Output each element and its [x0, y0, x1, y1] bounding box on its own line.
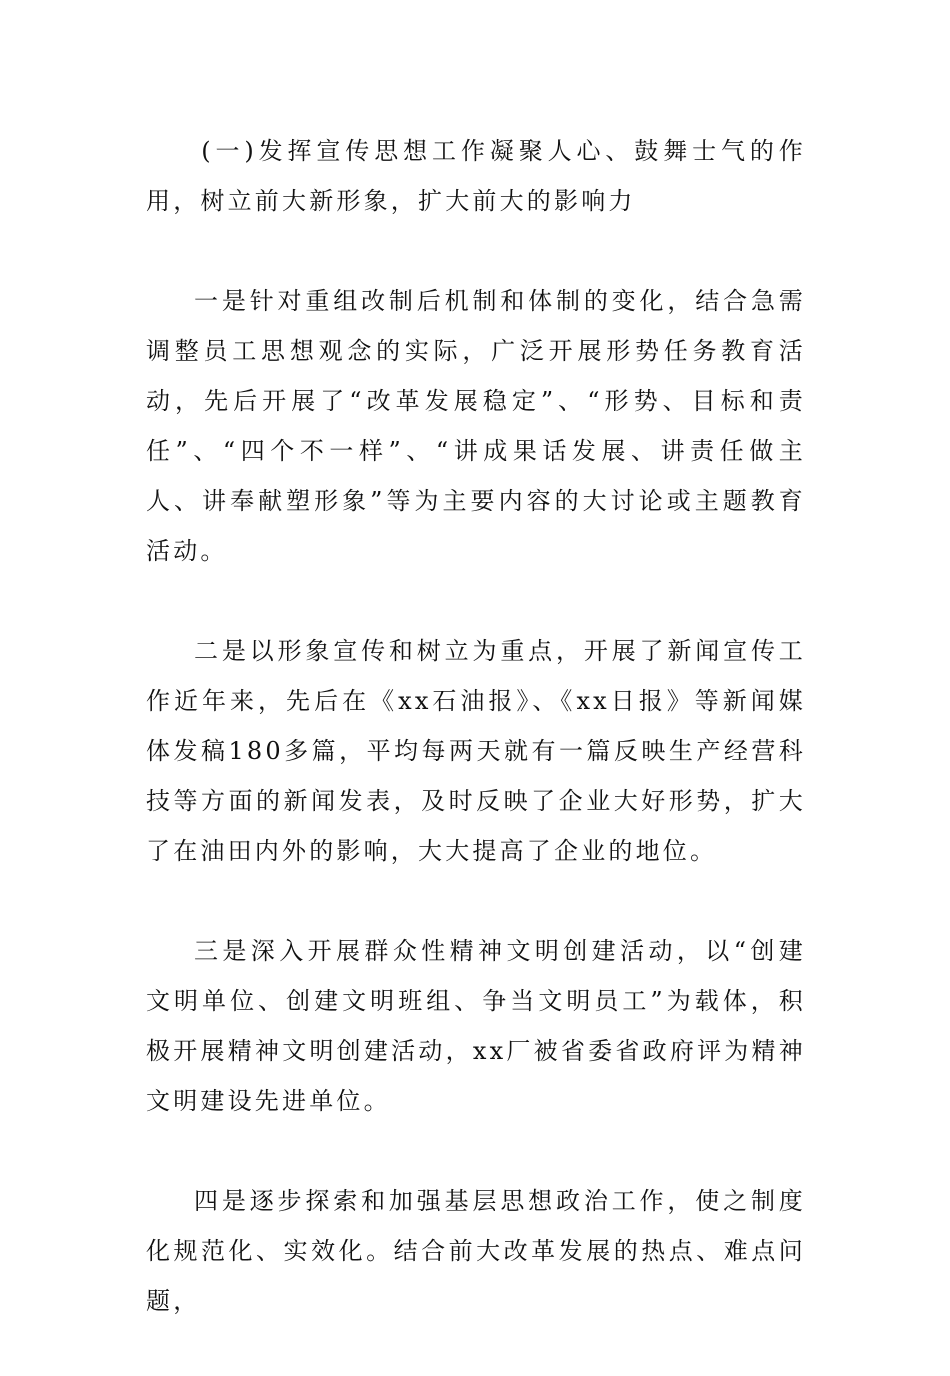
section-heading: (一)发挥宣传思想工作凝聚人心、鼓舞士气的作用，树立前大新形象，扩大前大的影响力 — [146, 137, 806, 215]
paragraph-point-two: 二是以形象宣传和树立为重点，开展了新闻宣传工作近年来，先后在《xx石油报》、《xx日报》等新闻媒体发稿180多篇，平均每两天就有一篇反映生产经营科技等方面的新闻发表，及时反映了企业大好形势，扩大了在油田内外的影响，大大提高了企业的地位。 — [146, 637, 806, 865]
paragraph-point-three: 三是深入开展群众性精神文明创建活动，以“创建文明单位、创建文明班组、争当文明员工”为载体，积极开展精神文明创建活动，xx厂被省委省政府评为精神文明建设先进单位。 — [146, 937, 806, 1115]
document-body — [146, 126, 806, 1376]
paragraph-point-four: 四是逐步探索和加强基层思想政治工作，使之制度化规范化、实效化。结合前大改革发展的热点、难点问题， — [146, 1187, 806, 1315]
paragraph-point-one: 一是针对重组改制后机制和体制的变化，结合急需调整员工思想观念的实际，广泛开展形势任务教育活动，先后开展了“改革发展稳定”、“形势、目标和责任”、“四个不一样”、“讲成果话发展、讲责任做主人、讲奉献塑形象”等为主要内容的大讨论或主题教育活动。 — [146, 287, 806, 565]
